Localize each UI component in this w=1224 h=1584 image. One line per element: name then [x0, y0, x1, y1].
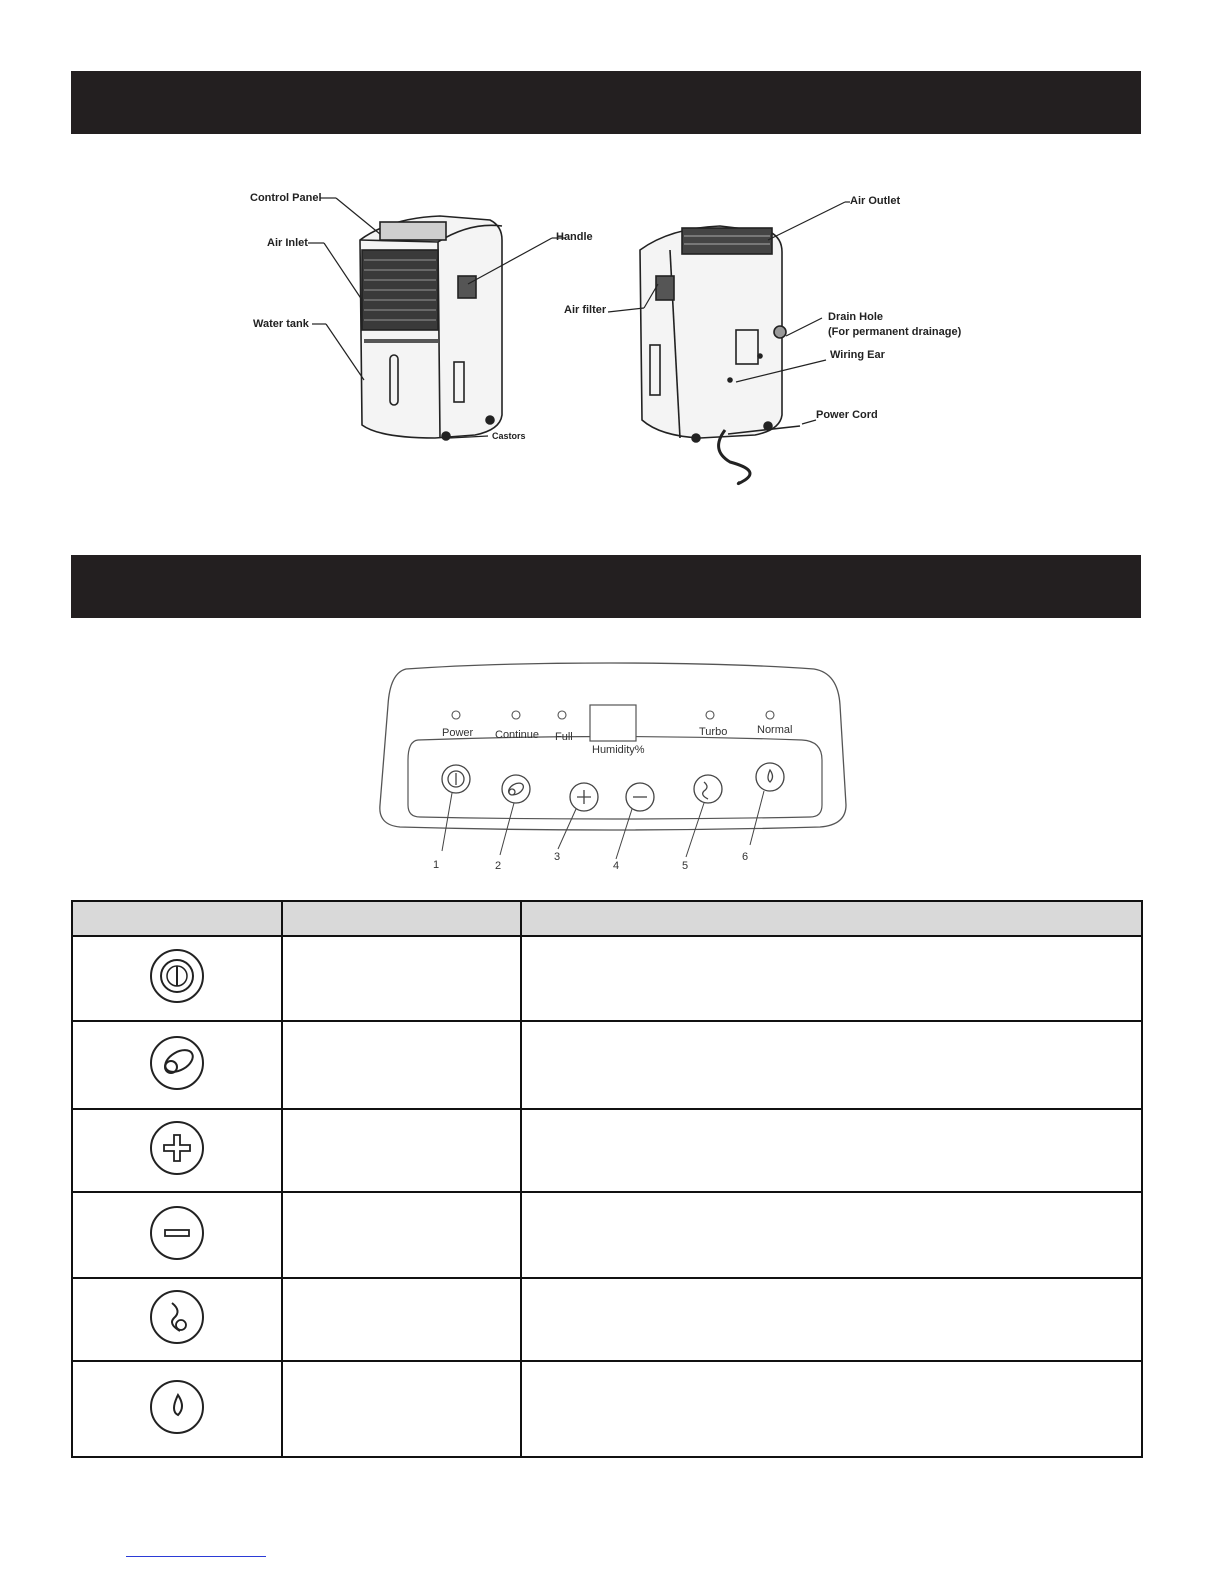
header-cell-name	[282, 901, 521, 936]
label-air-outlet: Air Outlet	[850, 195, 901, 207]
callout-number-6: 6	[742, 851, 749, 863]
section-header-bar-2	[71, 555, 1141, 618]
table-row	[72, 1361, 1142, 1457]
table-cell-name	[282, 1192, 521, 1278]
panel-turbo-button[interactable]	[694, 775, 722, 803]
table-cell-name	[282, 1021, 521, 1109]
label-air-inlet: Air Inlet	[267, 237, 308, 249]
panel-power-button[interactable]	[442, 765, 470, 793]
table-cell-description	[521, 1021, 1142, 1109]
table-cell-icon	[72, 936, 282, 1021]
back-unit-illustration	[640, 226, 800, 484]
label-drain-hole-note: (For permanent drainage)	[828, 326, 962, 338]
table-cell-description	[521, 1109, 1142, 1192]
table-cell-name	[282, 1361, 521, 1457]
table-row	[72, 1021, 1142, 1109]
normal-button-icon	[147, 1377, 207, 1437]
panel-continue-button[interactable]	[502, 775, 530, 803]
label-control-panel: Control Panel	[250, 192, 322, 204]
turbo-button-icon	[147, 1287, 207, 1347]
continue-button-icon	[147, 1033, 207, 1093]
label-power-cord: Power Cord	[816, 409, 878, 421]
callout-number-1: 1	[433, 859, 440, 871]
power-button-icon	[147, 946, 207, 1006]
indicator-full-label: Full	[555, 731, 573, 743]
label-water-tank: Water tank	[253, 318, 309, 330]
table-cell-name	[282, 936, 521, 1021]
indicator-normal-label: Normal	[757, 724, 793, 736]
table-row	[72, 1192, 1142, 1278]
table-cell-icon	[72, 1192, 282, 1278]
panel-normal-button[interactable]	[756, 763, 784, 791]
table-cell-description	[521, 936, 1142, 1021]
indicator-power-label: Power	[442, 727, 474, 739]
link-underline[interactable]	[126, 1556, 266, 1557]
table-row	[72, 936, 1142, 1021]
panel-plus-button[interactable]	[570, 783, 598, 811]
callout-number-5: 5	[682, 860, 689, 872]
humidity-display	[590, 705, 636, 741]
indicator-continue-label: Continue	[495, 729, 540, 741]
table-row	[72, 1109, 1142, 1192]
table-cell-name	[282, 1109, 521, 1192]
table-cell-icon	[72, 1361, 282, 1457]
label-air-filter: Air filter	[564, 304, 607, 316]
humidity-label: Humidity%	[592, 744, 645, 756]
control-panel-diagram	[370, 655, 860, 880]
table-cell-icon	[72, 1021, 282, 1109]
label-castors: Castors	[492, 431, 526, 441]
table-header-row	[72, 901, 1142, 936]
panel-minus-button[interactable]	[626, 783, 654, 811]
label-handle: Handle	[556, 231, 593, 243]
header-cell-description	[521, 901, 1142, 936]
dehumidifier-diagram	[240, 180, 980, 500]
label-drain-hole: Drain Hole	[828, 311, 884, 323]
callout-number-2: 2	[495, 860, 502, 872]
table-cell-name	[282, 1278, 521, 1361]
table-cell-description	[521, 1192, 1142, 1278]
callout-number-4: 4	[613, 860, 620, 872]
minus-button-icon	[147, 1203, 207, 1263]
plus-button-icon	[147, 1118, 207, 1178]
front-unit-illustration	[360, 216, 502, 440]
control-functions-table	[71, 900, 1143, 1458]
table-cell-icon	[72, 1278, 282, 1361]
indicator-turbo-label: Turbo	[699, 726, 728, 738]
table-cell-icon	[72, 1109, 282, 1192]
section-header-bar-1	[71, 71, 1141, 134]
callout-number-3: 3	[554, 851, 561, 863]
label-wiring-ear: Wiring Ear	[830, 349, 885, 361]
header-cell-icon	[72, 901, 282, 936]
table-cell-description	[521, 1361, 1142, 1457]
table-cell-description	[521, 1278, 1142, 1361]
table-row	[72, 1278, 1142, 1361]
